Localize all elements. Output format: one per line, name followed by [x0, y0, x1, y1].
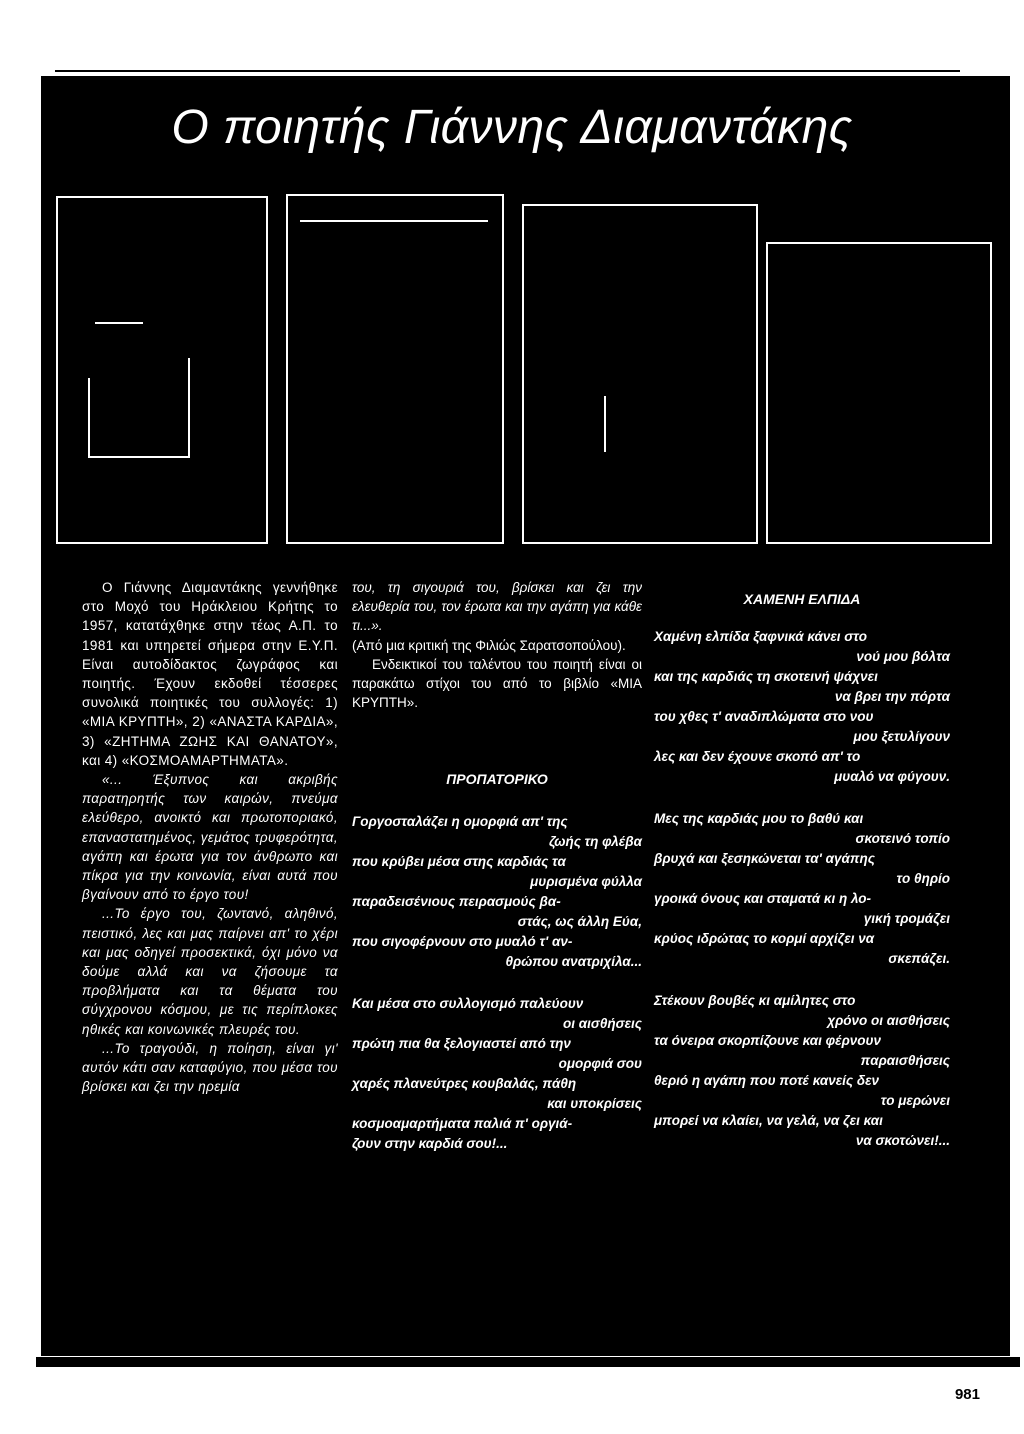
poem-line: στάς, ως άλλη Εύα,: [517, 913, 642, 929]
poem-line: ομορφιά σου: [558, 1055, 642, 1071]
poem-line: του χθες τ' αναδιπλώματα στο νου: [654, 709, 874, 725]
poem-line: σκοτεινό τοπίο: [855, 831, 950, 847]
poem-line: ζουν στην καρδιά σου!...: [352, 1135, 508, 1151]
artwork-bracket-right: [188, 358, 190, 458]
poem-line: νού μου βόλτα: [856, 649, 950, 665]
poem-line: σκεπάζει.: [888, 951, 950, 967]
artwork-bracket-bottom: [88, 456, 190, 458]
poems-intro: Ενδεικτικοί του ταλέντου του ποιητή είναι οι παρακάτω στίχοι του από το βιβλίο «ΜΙΑ ΚΡΥΠΤΗ».: [352, 656, 642, 711]
page-title: Ο ποιητής Γιάννης Διαμαντάκης: [171, 101, 853, 154]
poem-line: παραδεισένιους πειρασμούς βα-: [352, 893, 561, 909]
artwork-frame-left: [56, 196, 268, 544]
poem-line: και υποκρίσεις: [547, 1095, 642, 1111]
poem-line: μου ξετυλίγουν: [853, 729, 950, 745]
top-rule: [55, 70, 960, 72]
poem-line: Και μέσα στο συλλογισμό παλεύουν: [352, 995, 584, 1011]
poem-line: πρώτη πια θα ξελογιαστεί από την: [352, 1035, 571, 1051]
bio-column: [82, 578, 338, 1096]
critique-paragraph: «... Έξυπνος και ακριβής παρατηρητής των καιρών, πνεύμα ελεύθερο, ανοικτό και πρωτοποριακό, επαναστατημένος, γεμάτος τρυφερότητα, αγάπη και έρωτα για τον άνθρωπο και πίκρα για την κοινωνία, είναι αυτά που βγαίνουν από το έργο του!: [82, 772, 338, 903]
critique-paragraph: ...Το τραγούδι, η ποίηση, είναι γι' αυτόν κάτι σαν καταφύγιο, που μέσα του βρίσκει και ζει την ηρεμία: [82, 1040, 338, 1095]
right-column: [654, 590, 950, 1151]
poem-line: γική τρομάζει: [863, 911, 950, 927]
poem-line: μπορεί να κλαίει, να γελά, να ζει και: [654, 1113, 883, 1129]
poem-line: να βρει την πόρτα: [834, 689, 950, 705]
poem-line: να σκοτώνει!...: [855, 1133, 950, 1149]
poem-line: Στέκουν βουβές κι αμίλητες στο: [654, 993, 856, 1009]
poem-line: οι αισθήσεις: [563, 1015, 642, 1031]
artwork-frame-right-inner: [766, 242, 992, 544]
poem-line: βρυχά και ξεσηκώνεται τα' αγάπης: [654, 851, 875, 867]
artwork-center-inner: [300, 220, 488, 222]
artwork-dash: [95, 322, 143, 324]
poem-line: το μερώνει: [880, 1093, 950, 1109]
poem-title: ΧΑΜΕΝΗ ΕΛΠΙΔΑ: [743, 591, 861, 607]
critique-continuation: του, τη σιγουριά του, βρίσκει και ζει την ελευθερία του, τον έρωτα και την αγάπη για κάθε τι...».: [352, 580, 642, 634]
artwork-frame-right-outer: [522, 204, 758, 544]
page-number: 981: [954, 1386, 980, 1403]
poem-line: λες και δεν έχουνε σκοπό απ' το: [654, 749, 861, 765]
artwork-stroke: [604, 396, 606, 452]
poem-line: παραισθήσεις: [860, 1053, 950, 1069]
poem-line: Μες της καρδιάς μου το βαθύ και: [654, 811, 864, 827]
artwork-bracket-left: [88, 378, 90, 458]
poem-line: Χαμένη ελπίδα ξαφνικά κάνει στο: [654, 629, 868, 645]
poem-line: μυρισμένα φύλλα: [530, 873, 642, 889]
poem-line: γροικά όνους και σταματά κι η λο-: [654, 891, 872, 907]
poem-line: και της καρδιάς τη σκοτεινή ψάχνει: [654, 669, 878, 685]
poem-line: ζωής τη φλέβα: [549, 833, 642, 849]
critique-source: (Από μια κριτική της Φιλιώς Σαρατσοπούλου).: [352, 637, 626, 653]
poem-line: χρόνο οι αισθήσεις: [827, 1013, 950, 1029]
poem-line: Γοργοσταλάζει η ομορφιά απ' της: [352, 813, 568, 829]
poem-line: θρώπου ανατριχίλα...: [505, 953, 642, 969]
poem-line: μυαλό να φύγουν.: [834, 769, 950, 785]
poem-line: που κρύβει μέσα στης καρδιάς τα: [352, 853, 566, 869]
poem-line: κρύος ιδρώτας το κορμί αρχίζει να: [654, 931, 875, 947]
bottom-rule: [36, 1357, 1020, 1367]
artwork-frame-center: [286, 194, 504, 544]
poem-line: χαρές πλανεύτρες κουβαλάς, πάθη: [352, 1075, 577, 1091]
poem-line: που σιγοφέρνουν στο μυαλό τ' αν-: [352, 933, 573, 949]
poem-line: θεριό η αγάπη που ποτέ κανείς δεν: [654, 1073, 880, 1089]
poem-hameni-elpida: [654, 627, 950, 1151]
poem-line: το θηρίο: [896, 871, 950, 887]
middle-column: [352, 578, 642, 1154]
bio-paragraph: Ο Γιάννης Διαμαντάκης γεννήθηκε στο Μοχό του Ηράκλειου Κρήτης το 1957, κατατάχθηκε στην τέως Α.Π. το 1981 και υπηρετεί σήμερα στην Ε.Υ.Π. Είναι αυτοδίδακτος ζωγράφος και ποιητής. Έχουν εκδοθεί τέσσερες συνολικά ποιητικές του συλλογές: 1) «ΜΙΑ ΚΡΥΠΤΗ», 2) «ΑΝΑΣΤΑ ΚΑΡΔΙΑ», 3) «ΖΗΤΗΜΑ ΖΩΗΣ ΚΑΙ ΘΑΝΑΤΟΥ», και 4) «ΚΟΣΜΟΑΜΑΡΤΗΜΑΤΑ».: [82, 580, 338, 768]
critique-paragraph: ...Το έργο του, ζωντανό, αληθινό, πειστικό, λες και μας παίρνει απ' το χέρι και μας οδηγεί προσεκτικά, όχι μόνο να δούμε αλλά και να ζήσουμε τα προβλήματα και τα θέματα του σύγχρονου κόσμου, με τις περίπλοκες ηθικές και κοινωνικές πλευρές του.: [82, 906, 338, 1037]
poem-line: τα όνειρα σκορπίζουνε και φέρνουν: [654, 1033, 882, 1049]
poem-title: ΠΡΟΠΑΤΟΡΙΚΟ: [446, 771, 548, 788]
poem-propatoriko: [352, 812, 642, 1154]
poem-line: κοσμοαμαρτήματα παλιά π' οργιά-: [352, 1115, 573, 1131]
